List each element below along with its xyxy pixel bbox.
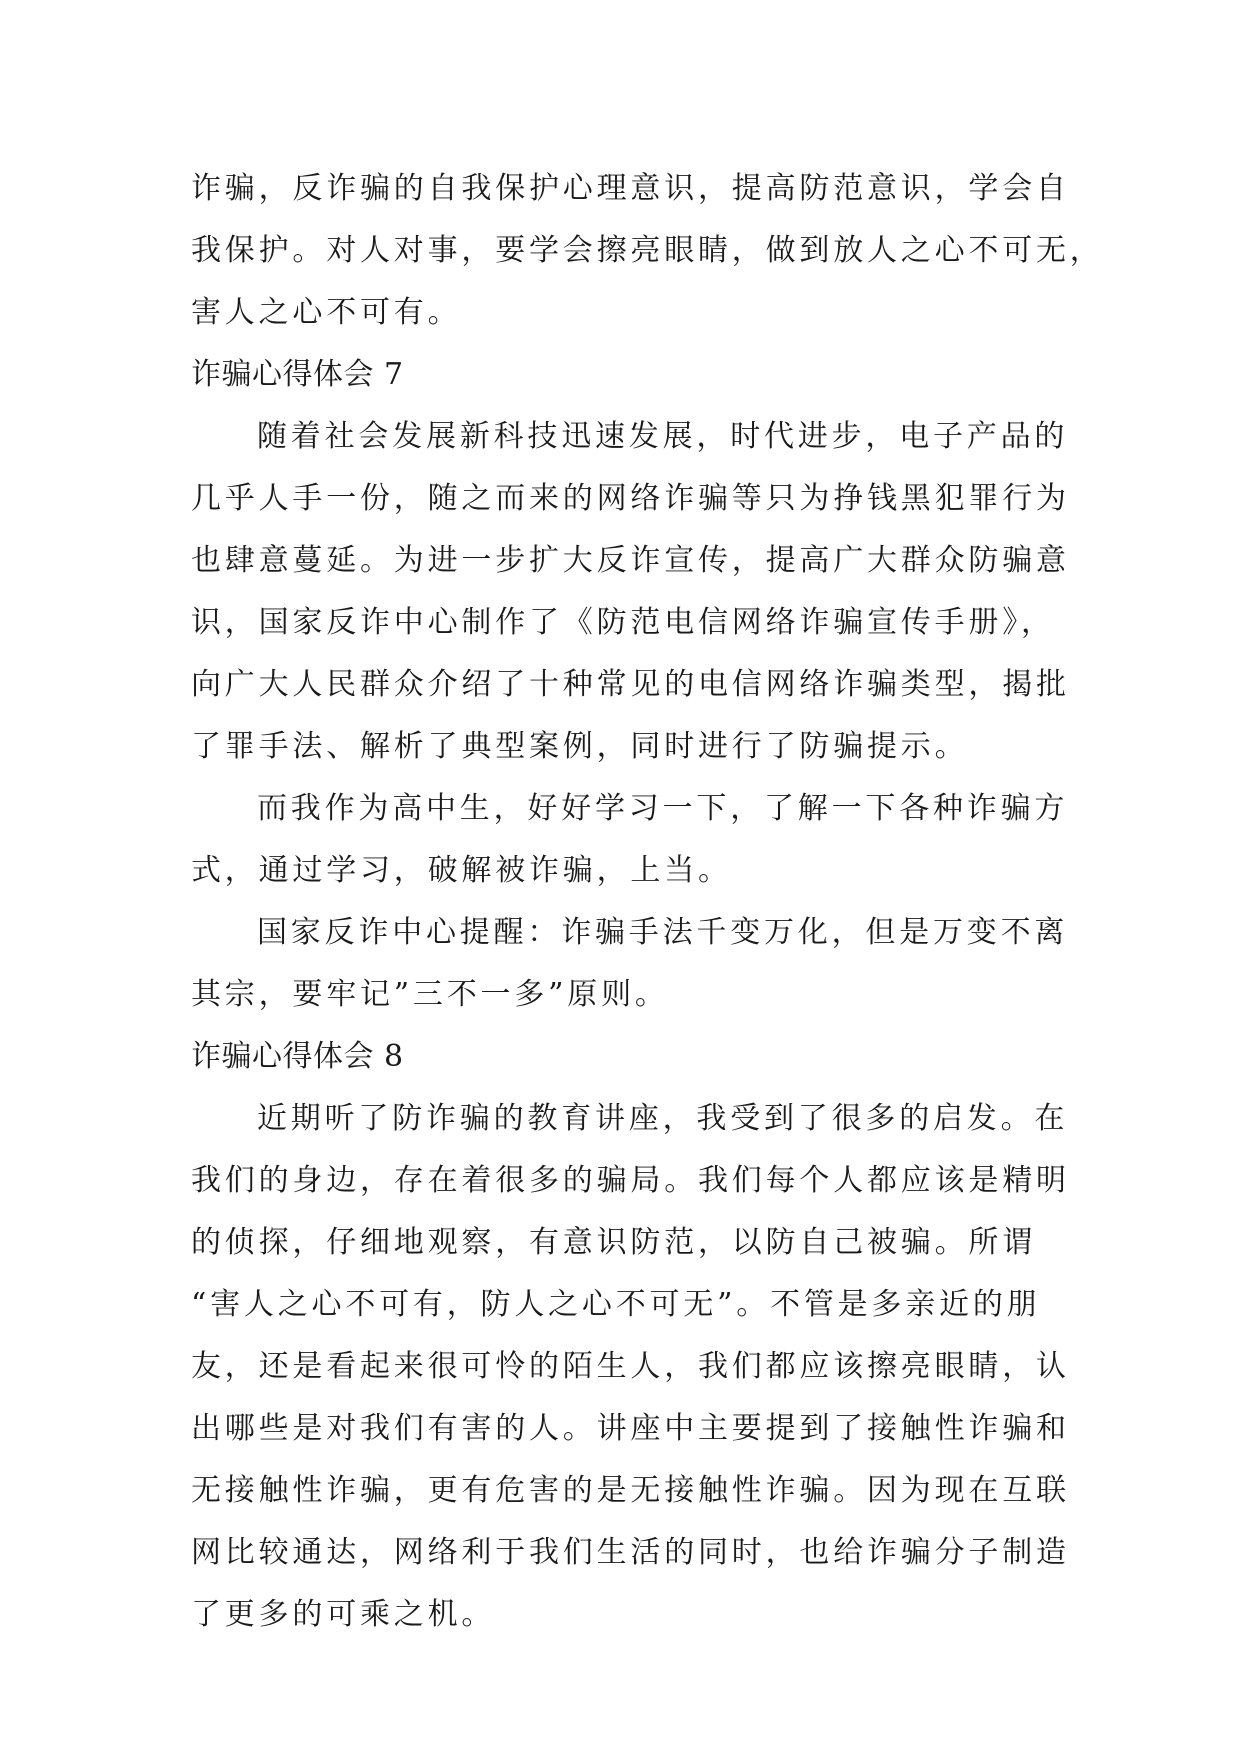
paragraph	[191, 1088, 1070, 1646]
text-line: 而我作为高中生，好好学习一下，了解一下各种诈骗方	[257, 791, 1069, 826]
text-line: 了罪手法、解析了典型案例，同时进行了防骗提示。	[191, 729, 969, 764]
text-line: 害人之心不可有。	[191, 295, 462, 330]
paragraph	[191, 406, 1070, 778]
text-line: 无接触性诈骗，更有危害的是无接触性诈骗。因为现在互联	[191, 1473, 1070, 1508]
text-line: 其宗，要牢记”三不一多”原则。	[191, 977, 669, 1012]
text-line: 式，通过学习，破解被诈骗，上当。	[191, 853, 732, 888]
paragraph-continued	[191, 158, 1104, 344]
section-heading-8: 诈骗心得体会 8	[191, 1039, 404, 1074]
text-line: 我保护。对人对事，要学会擦亮眼睛，做到放人之心不可无，	[191, 233, 1104, 268]
text-line: 近期听了防诈骗的教育讲座，我受到了很多的启发。在	[257, 1101, 1069, 1136]
document-page	[191, 158, 1104, 1646]
paragraph	[191, 902, 1069, 1026]
text-line: 诈骗，反诈骗的自我保护心理意识，提高防范意识，学会自	[191, 171, 1070, 206]
paragraph	[191, 778, 1069, 902]
text-line: 我们的身边，存在着很多的骗局。我们每个人都应该是精明	[191, 1163, 1070, 1198]
text-line: 网比较通达，网络利于我们生活的同时，也给诈骗分子制造	[191, 1535, 1070, 1570]
text-line: 国家反诈中心提醒：诈骗手法千变万化，但是万变不离	[257, 915, 1069, 950]
text-line: 几乎人手一份，随之而来的网络诈骗等只为挣钱黑犯罪行为	[191, 481, 1070, 516]
text-line: 也肆意蔓延。为进一步扩大反诈宣传，提高广大群众防骗意	[191, 543, 1070, 578]
section-heading-7: 诈骗心得体会 7	[191, 357, 404, 392]
text-line: 的侦探，仔细地观察，有意识防范，以防自己被骗。所谓	[191, 1225, 1036, 1260]
text-line: 了更多的可乘之机。	[191, 1597, 496, 1632]
text-line: 友，还是看起来很可怜的陌生人，我们都应该擦亮眼睛，认	[191, 1349, 1070, 1384]
text-line: 随着社会发展新科技迅速发展，时代进步，电子产品的	[257, 419, 1069, 454]
text-line: 出哪些是对我们有害的人。讲座中主要提到了接触性诈骗和	[191, 1411, 1070, 1446]
text-line: 向广大人民群众介绍了十种常见的电信网络诈骗类型，揭批	[191, 667, 1070, 702]
text-line: “害人之心不可有，防人之心不可无”。不管是多亲近的朋	[191, 1287, 1041, 1322]
text-line: 识，国家反诈中心制作了《防范电信网络诈骗宣传手册》，	[191, 605, 1055, 640]
